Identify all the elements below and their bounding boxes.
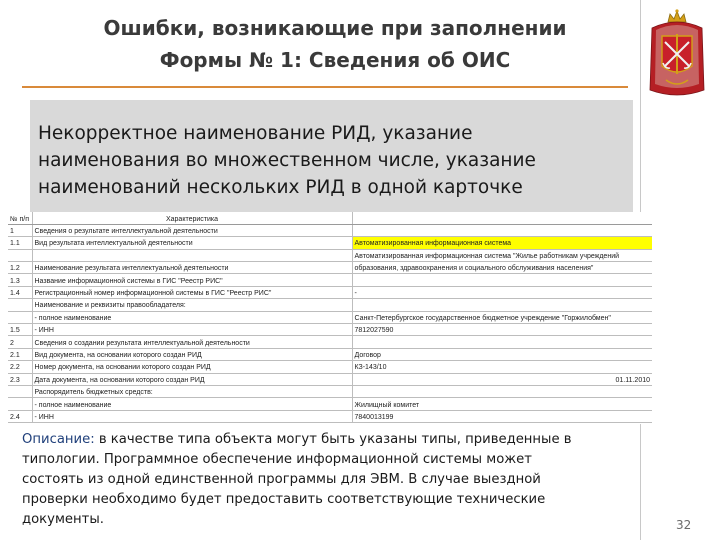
table-row [8, 336, 652, 348]
callout-line-3: наименований нескольких РИД в одной карточке [38, 177, 523, 198]
row-num: 2 [8, 336, 32, 348]
description-line-5: документы. [22, 512, 104, 527]
description-text-1: в качестве типа объекта могут быть указаны типы, приведенные в [94, 432, 572, 447]
callout-line-1: Некорректное наименование РИД, указание [38, 123, 473, 144]
row-value [352, 224, 652, 236]
row-value: Автоматизированная информационная система [352, 237, 652, 249]
row-num: 2.4 [8, 410, 32, 422]
row-label: Номер документа, на основании которого создан РИД [32, 361, 352, 373]
table-header-row [8, 212, 652, 224]
description-line-2: типологии. Программное обеспечение информационной системы может [22, 452, 532, 467]
page-number: 32 [676, 518, 692, 532]
slide-title [40, 12, 630, 76]
row-value [352, 385, 652, 397]
row-num: 2.1 [8, 348, 32, 360]
row-num: 1.4 [8, 286, 32, 298]
description-line-3: состоять из одной единственной программы для ЭВМ. В случае выездной [22, 472, 541, 487]
row-num [8, 249, 32, 261]
row-num [8, 311, 32, 323]
row-num [8, 385, 32, 397]
table-row [8, 224, 652, 236]
error-callout [30, 100, 633, 212]
row-value: - [352, 286, 652, 298]
table-row [8, 249, 652, 261]
table-row [8, 348, 652, 360]
st-petersburg-coat-of-arms-icon [646, 8, 708, 100]
row-num: 2.3 [8, 373, 32, 385]
row-value [352, 299, 652, 311]
title-line-1: Ошибки, возникающие при заполнении [103, 16, 567, 40]
row-num [8, 398, 32, 410]
table-row [8, 373, 652, 385]
row-label: Название информационной системы в ГИС "Реестр РИС" [32, 274, 352, 286]
row-label: - ИНН [32, 410, 352, 422]
header-characteristic: Характеристика [32, 212, 352, 224]
table-row [8, 274, 652, 286]
row-label: Сведения о результате интеллектуальной деятельности [32, 224, 352, 236]
row-value: 7812027590 [352, 324, 652, 336]
header-num: № п/п [8, 212, 32, 224]
row-label: Наименование и реквизиты правообладателя: [32, 299, 352, 311]
row-value: 7840013199 [352, 410, 652, 422]
table-row [8, 324, 652, 336]
form-spreadsheet [8, 212, 652, 424]
description [22, 430, 632, 530]
row-label [32, 249, 352, 261]
row-num: 1.3 [8, 274, 32, 286]
description-label: Описание: [22, 432, 95, 447]
title-line-2: Формы № 1: Сведения об ОИС [159, 48, 511, 72]
row-num: 1.1 [8, 237, 32, 249]
row-value: КЗ-143/10 [352, 361, 652, 373]
row-value [352, 336, 652, 348]
row-value: Санкт-Петербургское государственное бюджетное учреждение "Горжилобмен" [352, 311, 652, 323]
row-num: 2.2 [8, 361, 32, 373]
row-value: Жилищный комитет [352, 398, 652, 410]
row-label: - полное наименование [32, 311, 352, 323]
row-num: 1.5 [8, 324, 32, 336]
row-num: 1 [8, 224, 32, 236]
row-value: Автоматизированная информационная система "Жилье работникам учреждений [352, 249, 652, 261]
description-line-4: проверки необходимо будет предоставить соответствующие технические [22, 492, 546, 507]
form-table [8, 212, 652, 423]
row-value [352, 274, 652, 286]
table-row [8, 286, 652, 298]
callout-line-2: наименования во множественном числе, указание [38, 150, 536, 171]
title-underline [22, 86, 628, 88]
row-num [8, 299, 32, 311]
row-label: Наименование результата интеллектуальной деятельности [32, 262, 352, 274]
table-row [8, 410, 652, 422]
table-row [8, 237, 652, 249]
row-label: Вид документа, на основании которого создан РИД [32, 348, 352, 360]
table-row [8, 299, 652, 311]
row-label: Сведения о создании результата интеллектуальной деятельности [32, 336, 352, 348]
row-label: Дата документа, на основании которого создан РИД [32, 373, 352, 385]
table-row [8, 361, 652, 373]
row-label: Распорядитель бюджетных средств: [32, 385, 352, 397]
row-label: - полное наименование [32, 398, 352, 410]
row-value: 01.11.2010 [352, 373, 652, 385]
row-label: Регистрационный номер информационной системы в ГИС "Реестр РИС" [32, 286, 352, 298]
table-row [8, 262, 652, 274]
row-label: - ИНН [32, 324, 352, 336]
row-num: 1.2 [8, 262, 32, 274]
row-value: образования, здравоохранения и социального обслуживания населения" [352, 262, 652, 274]
row-label: Вид результата интеллектуальной деятельности [32, 237, 352, 249]
description-line-1 [22, 430, 632, 450]
header-value [352, 212, 652, 224]
table-row [8, 398, 652, 410]
row-value: Договор [352, 348, 652, 360]
table-row [8, 385, 652, 397]
table-row [8, 311, 652, 323]
